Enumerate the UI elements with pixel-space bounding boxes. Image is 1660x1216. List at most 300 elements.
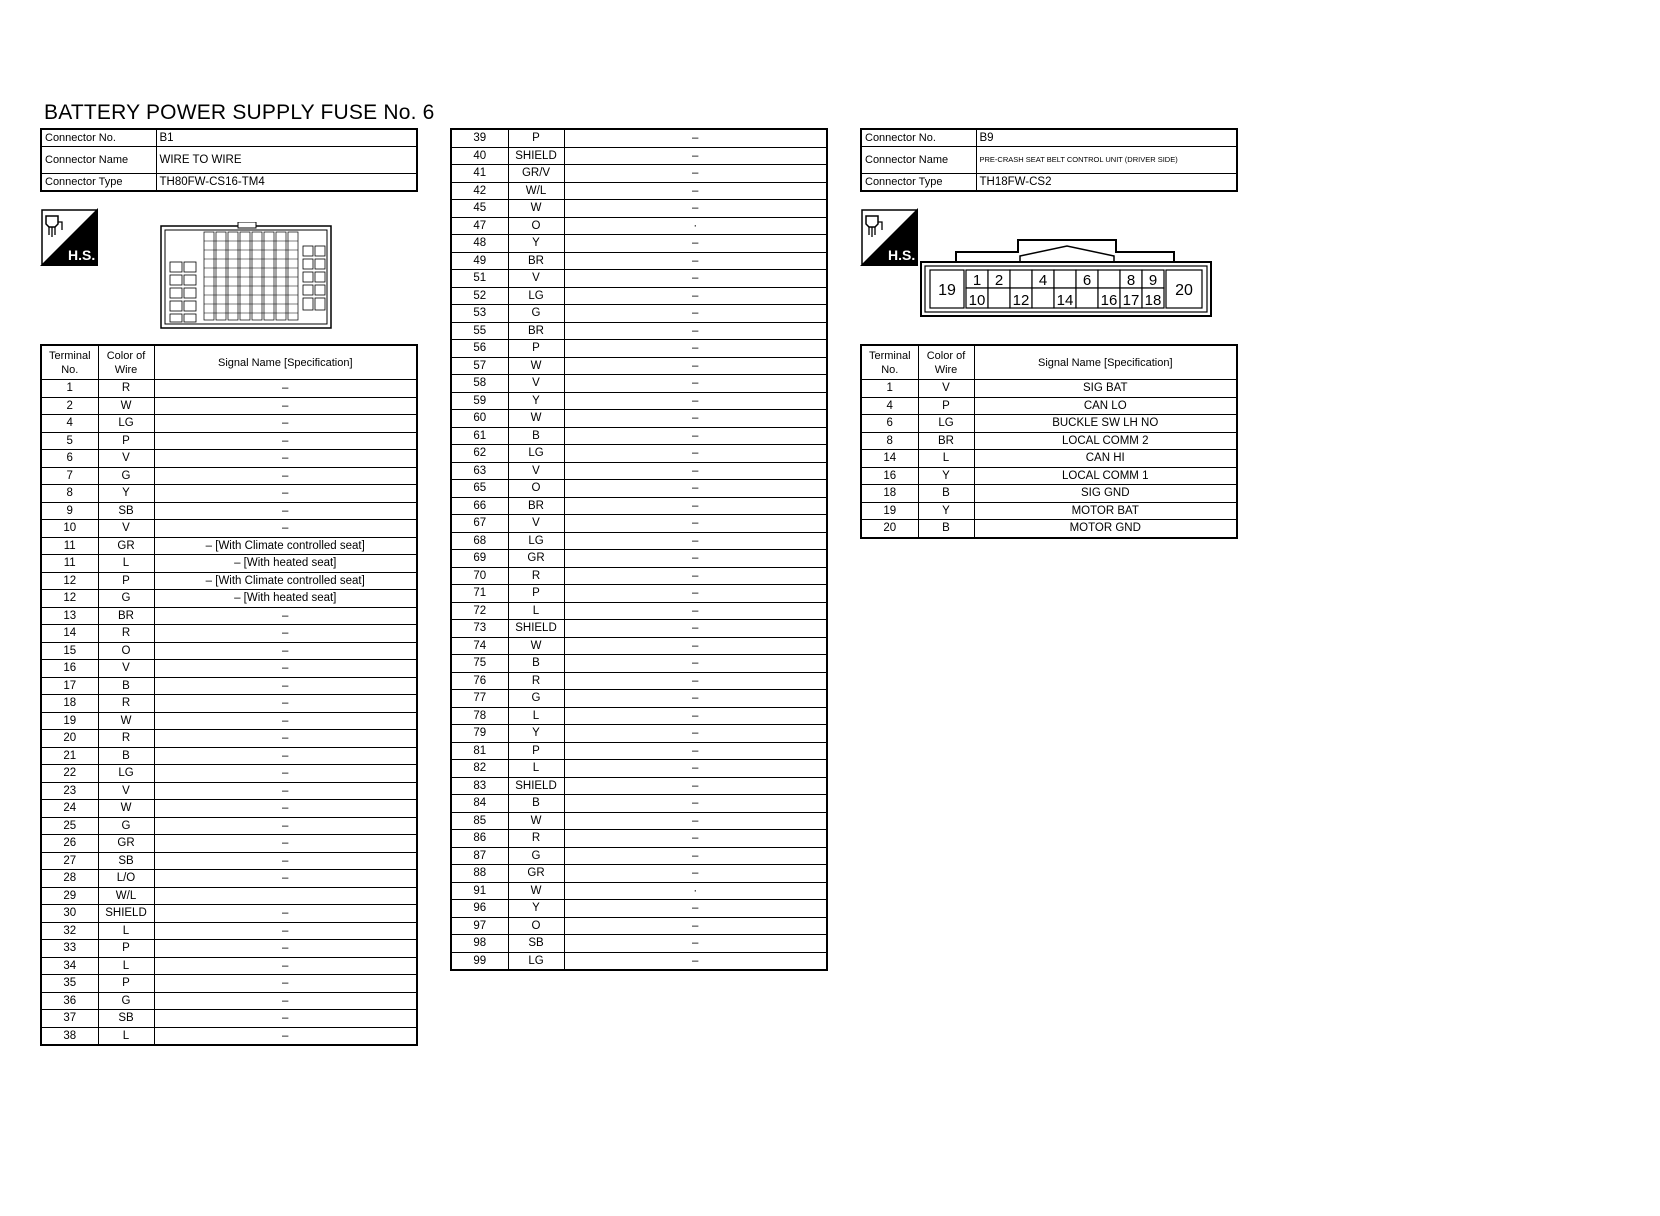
signal-name-cell: – (154, 502, 417, 520)
wire-color-cell: G (508, 847, 564, 865)
signal-name-cell: – (564, 375, 827, 393)
terminal-cell: 49 (451, 252, 508, 270)
table-row (451, 340, 827, 358)
signal-name-cell: LOCAL COMM 1 (974, 467, 1237, 485)
connector-no-value: B1 (156, 129, 417, 147)
table-row (41, 660, 417, 678)
terminal-header: Terminal No. (861, 345, 918, 380)
table-row (451, 690, 827, 708)
wire-color-cell: Y (918, 467, 974, 485)
table-row (861, 467, 1237, 485)
signal-name-cell: – (564, 847, 827, 865)
terminal-cell: 57 (451, 357, 508, 375)
wire-color-cell: V (98, 520, 154, 538)
wire-color-cell: V (98, 782, 154, 800)
signal-name-cell: – (154, 415, 417, 433)
signal-name-cell: · (564, 882, 827, 900)
signal-name-cell: – (564, 585, 827, 603)
wire-color-cell: BR (508, 497, 564, 515)
connector-name-label: Connector Name (41, 147, 156, 174)
connector1-pin-table-continued (450, 128, 828, 971)
table-row (41, 607, 417, 625)
wire-color-cell: V (508, 270, 564, 288)
table-row (861, 520, 1237, 538)
signal-name-cell: – (564, 340, 827, 358)
table-row (41, 835, 417, 853)
pin-cavity (1032, 288, 1054, 308)
terminal-cell: 2 (41, 397, 98, 415)
terminal-cell: 17 (41, 677, 98, 695)
table-row (41, 905, 417, 923)
signal-name-cell: – (564, 357, 827, 375)
signal-name-cell: – (564, 182, 827, 200)
terminal-cell: 53 (451, 305, 508, 323)
table-row (41, 450, 417, 468)
signal-name-cell: – (564, 567, 827, 585)
table-row (41, 940, 417, 958)
pin-number: 4 (1038, 272, 1048, 289)
signal-name-cell: – (564, 760, 827, 778)
wire-color-cell: G (98, 467, 154, 485)
signal-name-cell: SIG BAT (974, 380, 1237, 398)
terminal-cell: 12 (41, 572, 98, 590)
signal-name-cell: · (564, 217, 827, 235)
terminal-cell: 85 (451, 812, 508, 830)
connector-no-label: Connector No. (861, 129, 976, 147)
connector1-pin-table (40, 344, 418, 1046)
wire-color-cell: B (98, 747, 154, 765)
terminal-cell: 16 (861, 467, 918, 485)
signal-name-cell: – [With heated seat] (154, 590, 417, 608)
wire-color-cell: P (98, 975, 154, 993)
table-row (451, 305, 827, 323)
signal-name-cell: – (564, 497, 827, 515)
wire-color-cell: SB (98, 1010, 154, 1028)
table-row (861, 415, 1237, 433)
terminal-cell: 8 (41, 485, 98, 503)
wire-color-cell: SHIELD (508, 147, 564, 165)
signal-name-cell: – (154, 695, 417, 713)
connector-type-value: TH18FW-CS2 (976, 174, 1237, 192)
terminal-cell: 96 (451, 900, 508, 918)
signal-name-cell: – (154, 712, 417, 730)
terminal-cell: 69 (451, 550, 508, 568)
signal-name-cell: – (564, 322, 827, 340)
terminal-cell: 63 (451, 462, 508, 480)
wire-color-cell: L (918, 450, 974, 468)
signal-name-cell: – (564, 812, 827, 830)
terminal-cell: 16 (41, 660, 98, 678)
wire-color-cell: R (98, 730, 154, 748)
terminal-cell: 6 (861, 415, 918, 433)
terminal-cell: 70 (451, 567, 508, 585)
table-row (451, 882, 827, 900)
table-row (451, 900, 827, 918)
terminal-cell: 55 (451, 322, 508, 340)
terminal-cell: 4 (861, 397, 918, 415)
table-row (861, 397, 1237, 415)
signal-name-cell: – (564, 200, 827, 218)
table-row (41, 782, 417, 800)
signal-name-cell: – (564, 795, 827, 813)
table-row (451, 357, 827, 375)
wire-color-cell: B (918, 520, 974, 538)
terminal-cell: 26 (41, 835, 98, 853)
table-row (451, 270, 827, 288)
wire-color-cell: G (98, 817, 154, 835)
table-row (861, 450, 1237, 468)
table-row (451, 129, 827, 147)
wire-color-cell: W (508, 637, 564, 655)
wire-color-cell: W (98, 800, 154, 818)
connector-name-value: WIRE TO WIRE (156, 147, 417, 174)
connector2-pin-table (860, 344, 1238, 539)
table-row (41, 1027, 417, 1045)
signal-name-cell: – (154, 782, 417, 800)
signal-name-cell: – (154, 975, 417, 993)
signal-name-cell: – (564, 462, 827, 480)
wire-color-cell: L/O (98, 870, 154, 888)
table-row (41, 852, 417, 870)
terminal-cell: 33 (41, 940, 98, 958)
pin-number: 17 (1122, 292, 1140, 309)
table-row (451, 655, 827, 673)
terminal-cell: 8 (861, 432, 918, 450)
table-row (41, 887, 417, 905)
terminal-cell: 1 (41, 380, 98, 398)
wire-color-cell: SHIELD (98, 905, 154, 923)
terminal-cell: 77 (451, 690, 508, 708)
wire-color-cell: P (98, 432, 154, 450)
wire-color-cell: L (98, 1027, 154, 1045)
table-row (861, 432, 1237, 450)
wire-color-cell: B (98, 677, 154, 695)
table-row (41, 817, 417, 835)
terminal-cell: 24 (41, 800, 98, 818)
table-row (451, 392, 827, 410)
table-row (451, 830, 827, 848)
wire-color-cell: GR (98, 537, 154, 555)
wire-color-cell: W (508, 812, 564, 830)
signal-name-cell: – [With Climate controlled seat] (154, 572, 417, 590)
terminal-cell: 87 (451, 847, 508, 865)
terminal-cell: 81 (451, 742, 508, 760)
wire-color-cell: BR (918, 432, 974, 450)
wire-color-cell: LG (508, 287, 564, 305)
terminal-cell: 14 (861, 450, 918, 468)
wire-color-cell: O (508, 917, 564, 935)
terminal-cell: 9 (41, 502, 98, 520)
terminal-cell: 58 (451, 375, 508, 393)
signal-name-cell: – (564, 690, 827, 708)
table-row (41, 380, 417, 398)
wire-color-cell: R (98, 380, 154, 398)
wire-color-cell: Y (98, 485, 154, 503)
terminal-cell: 1 (861, 380, 918, 398)
table-row (451, 620, 827, 638)
signal-name-cell: – (564, 672, 827, 690)
hs-label: H.S. (888, 247, 916, 263)
signal-name-cell: – (564, 165, 827, 183)
wire-color-cell: V (918, 380, 974, 398)
wire-color-cell: L (508, 760, 564, 778)
terminal-cell: 7 (41, 467, 98, 485)
signal-name-cell: MOTOR GND (974, 520, 1237, 538)
table-row (451, 410, 827, 428)
terminal-cell: 88 (451, 865, 508, 883)
signal-name-cell: – (154, 957, 417, 975)
terminal-cell: 22 (41, 765, 98, 783)
connector-type-value: TH80FW-CS16-TM4 (156, 174, 417, 192)
wire-color-cell: R (508, 830, 564, 848)
terminal-cell: 73 (451, 620, 508, 638)
terminal-cell: 28 (41, 870, 98, 888)
table-row (41, 572, 417, 590)
connector-type-label: Connector Type (41, 174, 156, 192)
terminal-cell: 36 (41, 992, 98, 1010)
terminal-cell: 97 (451, 917, 508, 935)
wire-color-cell: Y (508, 725, 564, 743)
pin-number: 18 (1144, 292, 1162, 309)
signal-name-cell: – (154, 520, 417, 538)
table-row (451, 427, 827, 445)
terminal-cell: 75 (451, 655, 508, 673)
connector1-face-diagram (160, 222, 332, 330)
signal-name-cell: – (564, 602, 827, 620)
table-row (41, 870, 417, 888)
terminal-cell: 39 (451, 129, 508, 147)
wire-color-cell: L (508, 602, 564, 620)
signal-name-cell: – (564, 550, 827, 568)
pin-number: 19 (938, 282, 956, 299)
pin-cavity (988, 288, 1010, 308)
terminal-cell: 59 (451, 392, 508, 410)
wire-color-cell: SB (98, 502, 154, 520)
terminal-cell: 41 (451, 165, 508, 183)
terminal-cell: 40 (451, 147, 508, 165)
terminal-cell: 66 (451, 497, 508, 515)
signal-name-cell: MOTOR BAT (974, 502, 1237, 520)
signal-header: Signal Name [Specification] (974, 345, 1237, 380)
wire-color-cell: V (98, 660, 154, 678)
signal-name-cell: – (154, 905, 417, 923)
connector-no-label: Connector No. (41, 129, 156, 147)
signal-name-cell: – (564, 952, 827, 970)
pin-number: 10 (968, 292, 986, 309)
table-row (41, 747, 417, 765)
table-row (451, 760, 827, 778)
pin-number: 9 (1148, 272, 1158, 289)
signal-name-cell: CAN LO (974, 397, 1237, 415)
terminal-cell: 21 (41, 747, 98, 765)
terminal-cell: 19 (41, 712, 98, 730)
signal-header: Signal Name [Specification] (154, 345, 417, 380)
table-row (451, 147, 827, 165)
table-row (41, 485, 417, 503)
pin-cavity (1076, 288, 1098, 308)
signal-name-cell: – (564, 725, 827, 743)
pin-number: 12 (1012, 292, 1030, 309)
table-row (451, 742, 827, 760)
signal-name-cell: – (154, 485, 417, 503)
color-header: Color of Wire (918, 345, 974, 380)
signal-name-cell: – (564, 129, 827, 147)
terminal-cell: 47 (451, 217, 508, 235)
signal-name-cell: – (154, 730, 417, 748)
signal-name-cell: – (564, 900, 827, 918)
signal-name-cell: – (154, 870, 417, 888)
pin-number: 14 (1056, 292, 1074, 309)
wire-color-cell: GR/V (508, 165, 564, 183)
wire-color-cell: R (508, 672, 564, 690)
terminal-cell: 35 (41, 975, 98, 993)
table-row (451, 725, 827, 743)
wire-color-cell: SB (98, 852, 154, 870)
terminal-cell: 20 (41, 730, 98, 748)
wire-color-cell: O (508, 480, 564, 498)
terminal-cell: 74 (451, 637, 508, 655)
signal-name-cell: – (564, 147, 827, 165)
table-row (41, 922, 417, 940)
signal-name-cell: – (564, 480, 827, 498)
wire-color-cell: G (508, 690, 564, 708)
wire-color-cell: R (98, 625, 154, 643)
signal-name-cell: – (564, 620, 827, 638)
table-row (41, 537, 417, 555)
table-row (41, 625, 417, 643)
signal-name-cell (154, 887, 417, 905)
table-row (41, 1010, 417, 1028)
wire-color-cell: G (98, 590, 154, 608)
table-row (41, 712, 417, 730)
terminal-cell: 82 (451, 760, 508, 778)
wire-color-cell: LG (508, 952, 564, 970)
signal-name-cell: – (154, 607, 417, 625)
wire-color-cell: L (508, 707, 564, 725)
wire-color-cell: BR (508, 322, 564, 340)
wire-color-cell: SB (508, 935, 564, 953)
terminal-cell: 34 (41, 957, 98, 975)
signal-name-cell: – (154, 1010, 417, 1028)
wire-color-cell: L (98, 922, 154, 940)
connector2-face-diagram (920, 236, 1212, 318)
table-row (41, 695, 417, 713)
signal-name-cell: – [With heated seat] (154, 555, 417, 573)
signal-name-cell: – (564, 392, 827, 410)
table-row (451, 235, 827, 253)
table-row (451, 252, 827, 270)
terminal-header: Terminal No. (41, 345, 98, 380)
signal-name-cell: – (154, 852, 417, 870)
wire-color-cell: B (508, 795, 564, 813)
terminal-cell: 32 (41, 922, 98, 940)
wire-color-cell: GR (98, 835, 154, 853)
signal-name-cell: – [With Climate controlled seat] (154, 537, 417, 555)
terminal-cell: 45 (451, 200, 508, 218)
wire-color-cell: Y (508, 235, 564, 253)
terminal-cell: 42 (451, 182, 508, 200)
wire-color-cell: R (508, 567, 564, 585)
signal-name-cell: – (154, 800, 417, 818)
signal-name-cell: – (154, 747, 417, 765)
signal-name-cell: – (154, 940, 417, 958)
terminal-cell: 86 (451, 830, 508, 848)
signal-name-cell: – (154, 642, 417, 660)
terminal-cell: 11 (41, 555, 98, 573)
connector-name-value: PRE-CRASH SEAT BELT CONTROL UNIT (DRIVER SIDE) (976, 147, 1237, 174)
signal-name-cell: – (564, 235, 827, 253)
signal-name-cell: – (564, 270, 827, 288)
terminal-cell: 62 (451, 445, 508, 463)
connector-name-label: Connector Name (861, 147, 976, 174)
terminal-cell: 38 (41, 1027, 98, 1045)
terminal-cell: 65 (451, 480, 508, 498)
wire-color-cell: V (508, 462, 564, 480)
connector1-info-table (40, 128, 418, 192)
terminal-cell: 67 (451, 515, 508, 533)
table-row (451, 462, 827, 480)
table-row (41, 590, 417, 608)
pin-number: 6 (1082, 272, 1092, 289)
table-row (451, 812, 827, 830)
terminal-cell: 98 (451, 935, 508, 953)
wire-color-cell: W (98, 712, 154, 730)
signal-name-cell: – (154, 380, 417, 398)
table-row (41, 800, 417, 818)
signal-name-cell: – (564, 427, 827, 445)
table-row (41, 520, 417, 538)
terminal-cell: 29 (41, 887, 98, 905)
wire-color-cell: W (508, 882, 564, 900)
table-row (861, 485, 1237, 503)
signal-name-cell: – (564, 637, 827, 655)
color-header: Color of Wire (98, 345, 154, 380)
signal-name-cell: – (564, 742, 827, 760)
pin-cavity (1010, 270, 1032, 288)
signal-name-cell: – (154, 450, 417, 468)
signal-name-cell: – (154, 432, 417, 450)
terminal-cell: 25 (41, 817, 98, 835)
pin-number: 8 (1126, 272, 1136, 289)
pin-number: 2 (994, 272, 1004, 289)
table-row (451, 550, 827, 568)
wire-color-cell: Y (508, 392, 564, 410)
table-row (451, 375, 827, 393)
wire-color-cell: P (508, 585, 564, 603)
wire-color-cell: W/L (98, 887, 154, 905)
connector2-info-table (860, 128, 1238, 192)
table-row (451, 847, 827, 865)
signal-name-cell: – (154, 1027, 417, 1045)
signal-name-cell: – (154, 397, 417, 415)
signal-name-cell: – (564, 515, 827, 533)
wire-color-cell: GR (508, 550, 564, 568)
table-row (451, 182, 827, 200)
wire-color-cell: R (98, 695, 154, 713)
terminal-cell: 48 (451, 235, 508, 253)
signal-name-cell: – (564, 252, 827, 270)
wire-color-cell: SHIELD (508, 620, 564, 638)
terminal-cell: 72 (451, 602, 508, 620)
wire-color-cell: L (98, 957, 154, 975)
wire-color-cell: W (508, 357, 564, 375)
terminal-cell: 11 (41, 537, 98, 555)
pin-cavity (1098, 270, 1120, 288)
terminal-cell: 71 (451, 585, 508, 603)
table-row (451, 165, 827, 183)
signal-name-cell: – (154, 625, 417, 643)
table-row (861, 502, 1237, 520)
